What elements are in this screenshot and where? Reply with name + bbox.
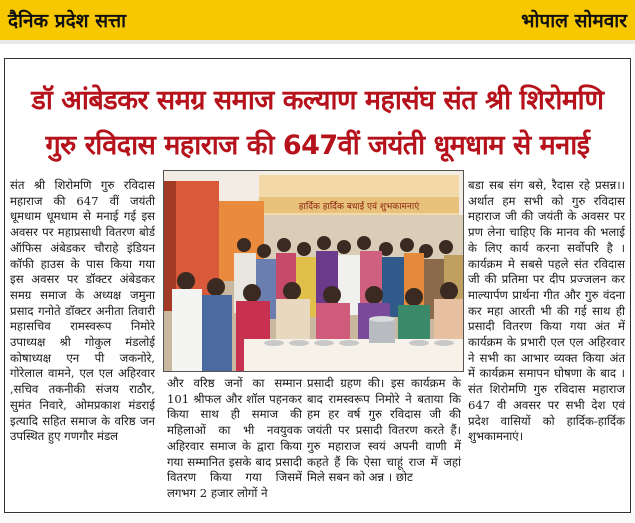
edition-label: भोपाल सोमवार [521, 10, 627, 32]
article-column-2: और वरिष्ठ जनों का सम्मान 101 श्रीफल और शॉल पहनकर किया साथ ही समाज की महिलाओं का भी नवयुवक अहिरवार समाज के द्वारा किया गया सम्मानित इसके बाद प्रसादी वितरण किया गया जिसमें लगभग 2 हजार लोगों ने [167, 376, 302, 500]
headline-line-2: गुरु रविदास महाराज की 647वीं जयंती धूमधाम से मनाई [45, 130, 590, 161]
article-column-3: प्रसादी ग्रहण की। इस कार्यक्रम के बाद रामस्वरूप निमोरे ने बताया कि हम हर वर्ष गुरु रविदास जी की जयंती पर प्रसादी वितरण करते हैं। गुरु महाराज स्वयं अपनी वाणी में कहते हैं कि ऐसा चाहूं राज में जहां मिले सबन को अन्न । छोट [307, 376, 461, 485]
article-column-1: संत श्री शिरोमणि गुरु रविदास महाराज की 647 वीं जयंती धूमधाम धूमधाम से मनाई गई इस अवसर पर महाप्रसाधी वितरण बोर्ड ऑफिस अंबेडकर चौराहे इंडियन कॉफी हाउस के पास किया गया इस अवसर पर डॉक्टर अंबेडकर समग्र समाज के अध्यक्ष जमुना प्रसाद गनोते डॉक्टर अनीता तिवारी महासचिव रामस्वरूप निमोरे उपाध्यक्ष श्री गोकुल मंडलोई कोषाध्यक्ष एन पी जकनोरे, गोरेलाल वामने, एल एल अहिरवार ,सचिव तकनीकी संजय राठौर, सुमंत निवारे, ओमप्रकाश मंडराई इत्यादि सहित समाज के वरिष्ठ जन उपस्थित हुए गणगौर मंडल [10, 178, 155, 444]
article-column-4: बडा सब संग बसे, रैदास रहे प्रसन्न।। अर्थात हम सभी को गुरु रविदास महाराज जी की जयंती के अवसर पर प्रण लेना चाहिए कि मानव की भलाई के लिए कार्य करना सर्वोपरि है । कार्यक्रम मे सबसे पहले संत रविदास जी की प्रतिमा पर दीप प्रज्जलन कर माल्यार्पण प्रार्थना गीत और गुरु वंदना कर महा आरती भी की गई साथ ही प्रसादी वितरण किया गया अंत में कार्यक्रम के प्रभारी एल एल अहिरवार ने सभी का आभार व्यक्त किया अंत में कार्यक्रम समापन घोषणा के बाद । संत शिरोमणि गुरु रविदास महाराज 647 वी अवसर पर सभी देश एवं प्रदेश वासियों को हार्दिक-हार्दिक शुभकामनाएं। [468, 178, 625, 444]
masthead [0, 0, 635, 40]
next-article-cutoff [0, 514, 635, 523]
photo-banner-text: हार्दिक हार्दिक बधाई एवं शुभकामनाएं [298, 202, 420, 212]
headline-line-1: डॉ आंबेडकर समग्र समाज कल्याण महासंघ संत श्री शिरोमणि [31, 85, 604, 116]
newspaper-name: दैनिक प्रदेश सत्ता [8, 10, 127, 32]
article-headline [6, 78, 629, 168]
masthead-divider [0, 40, 635, 44]
event-photo-illustration [164, 171, 464, 372]
event-photo [163, 170, 464, 372]
